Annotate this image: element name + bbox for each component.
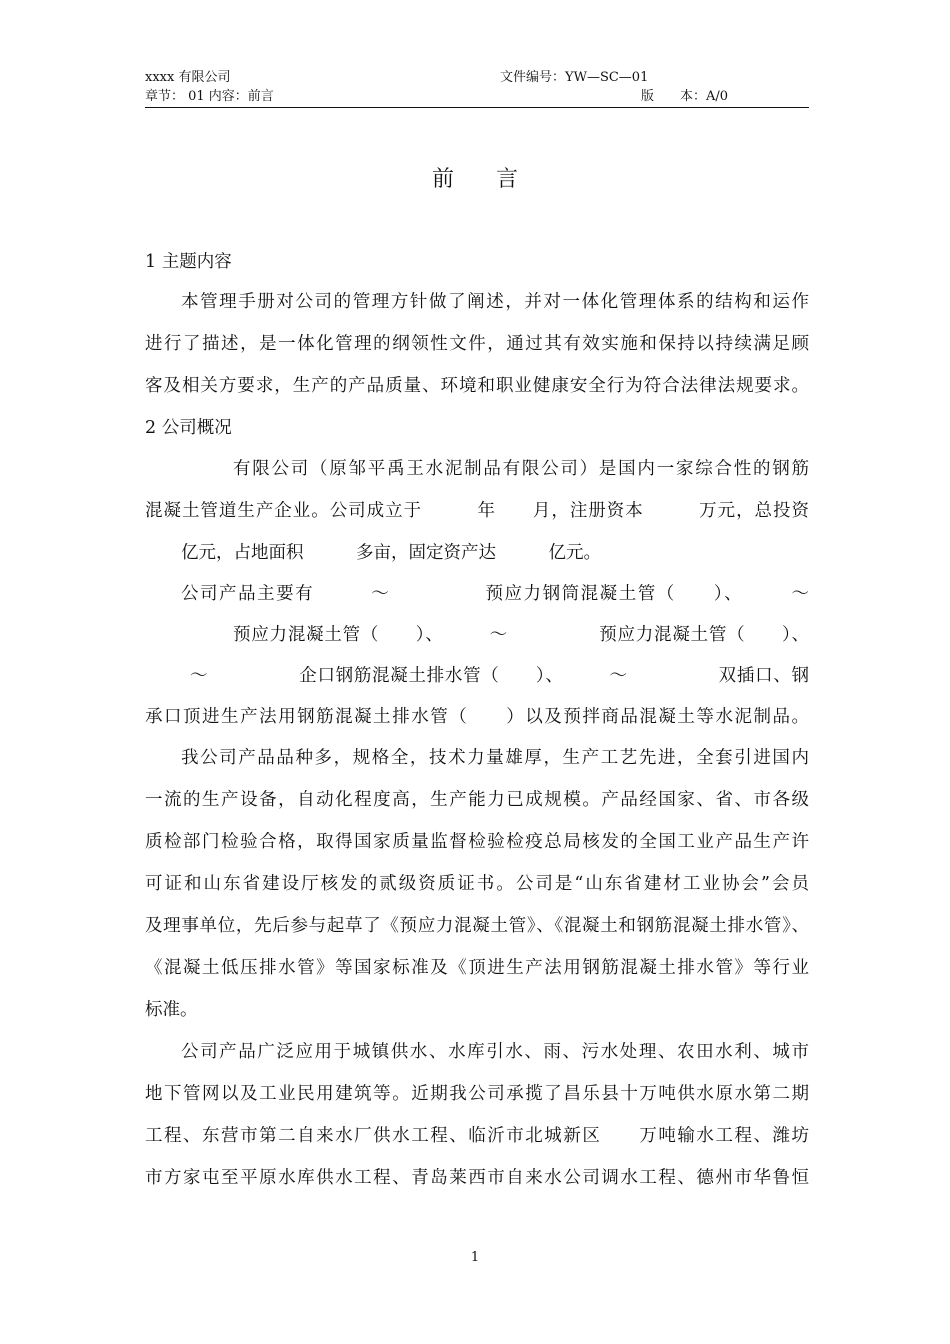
section-heading-1: 1 主题内容 — [145, 252, 232, 272]
text-line: 混凝土管道生产企业。公司成立于 年 月，注册资本 万元，总投资 — [145, 501, 809, 521]
text-line: 公司产品广泛应用于城镇供水、水库引水、雨、污水处理、农田水利、城市 — [181, 1042, 809, 1062]
text-line: 亿元，占地面积 多亩，固定资产达 亿元。 — [181, 543, 601, 563]
text-line: 标准。 — [145, 1000, 198, 1020]
text-line: 客及相关方要求，生产的产品质量、环境和职业健康安全行为符合法律法规要求。 — [145, 376, 809, 396]
text-line: 一流的生产设备，自动化程度高，生产能力已成规模。产品经国家、省、市各级 — [145, 790, 809, 810]
text-line: 可证和山东省建设厅核发的贰级资质证书。公司是“山东省建材工业协会”会员 — [145, 874, 809, 894]
text-line: 市方家屯至平原水库供水工程、青岛莱西市自来水公司调水工程、德州市华鲁恒 — [145, 1168, 809, 1188]
text-line: 工程、东营市第二自来水厂供水工程、临沂市北城新区 万吨输水工程、潍坊 — [145, 1126, 809, 1146]
text-line: 有限公司（原邹平禹王水泥制品有限公司）是国内一家综合性的钢筋 — [233, 459, 809, 479]
text-line: 预应力混凝土管（ ）、 ～ 预应力混凝土管（ ）、 — [233, 625, 809, 645]
header-doc-number: 文件编号：YW—SC—01 — [500, 70, 649, 85]
header-divider — [145, 107, 809, 108]
text-line: 进行了描述，是一体化管理的纲领性文件，通过其有效实施和保持以持续满足顾 — [145, 334, 809, 354]
text-line: 公司产品主要有 ～ 预应力钢筒混凝土管（ ）、 ～ — [181, 584, 809, 604]
text-line: 质检部门检验合格，取得国家质量监督检验检疫总局核发的全国工业产品生产许 — [145, 832, 809, 852]
page-title: 前言 — [431, 167, 560, 192]
text-line: 《混凝土低压排水管》等国家标准及《顶进生产法用钢筋混凝土排水管》等行业 — [145, 958, 809, 978]
text-line: 我公司产品品种多，规格全，技术力量雄厚，生产工艺先进，全套引进国内 — [181, 748, 809, 768]
header-company: xxxx 有限公司 — [145, 70, 231, 85]
section-heading-2: 2 公司概况 — [145, 418, 232, 438]
header-version: 版 本：A/0 — [641, 89, 729, 104]
text-line: ～ 企口钢筋混凝土排水管（ ）、 ～ 双插口、钢 — [190, 666, 809, 686]
text-line: 地下管网以及工业民用建筑等。近期我公司承揽了昌乐县十万吨供水原水第二期 — [145, 1084, 809, 1104]
text-line: 承口顶进生产法用钢筋混凝土排水管（ ）以及预拌商品混凝土等水泥制品。 — [145, 707, 809, 727]
header-chapter: 章节： 01 内容：前言 — [145, 89, 274, 104]
text-line: 及理事单位，先后参与起草了《预应力混凝土管》、《混凝土和钢筋混凝土排水管》、 — [145, 916, 809, 936]
text-line: 本管理手册对公司的管理方针做了阐述，并对一体化管理体系的结构和运作 — [181, 292, 809, 312]
page-number: 1 — [470, 1250, 480, 1265]
